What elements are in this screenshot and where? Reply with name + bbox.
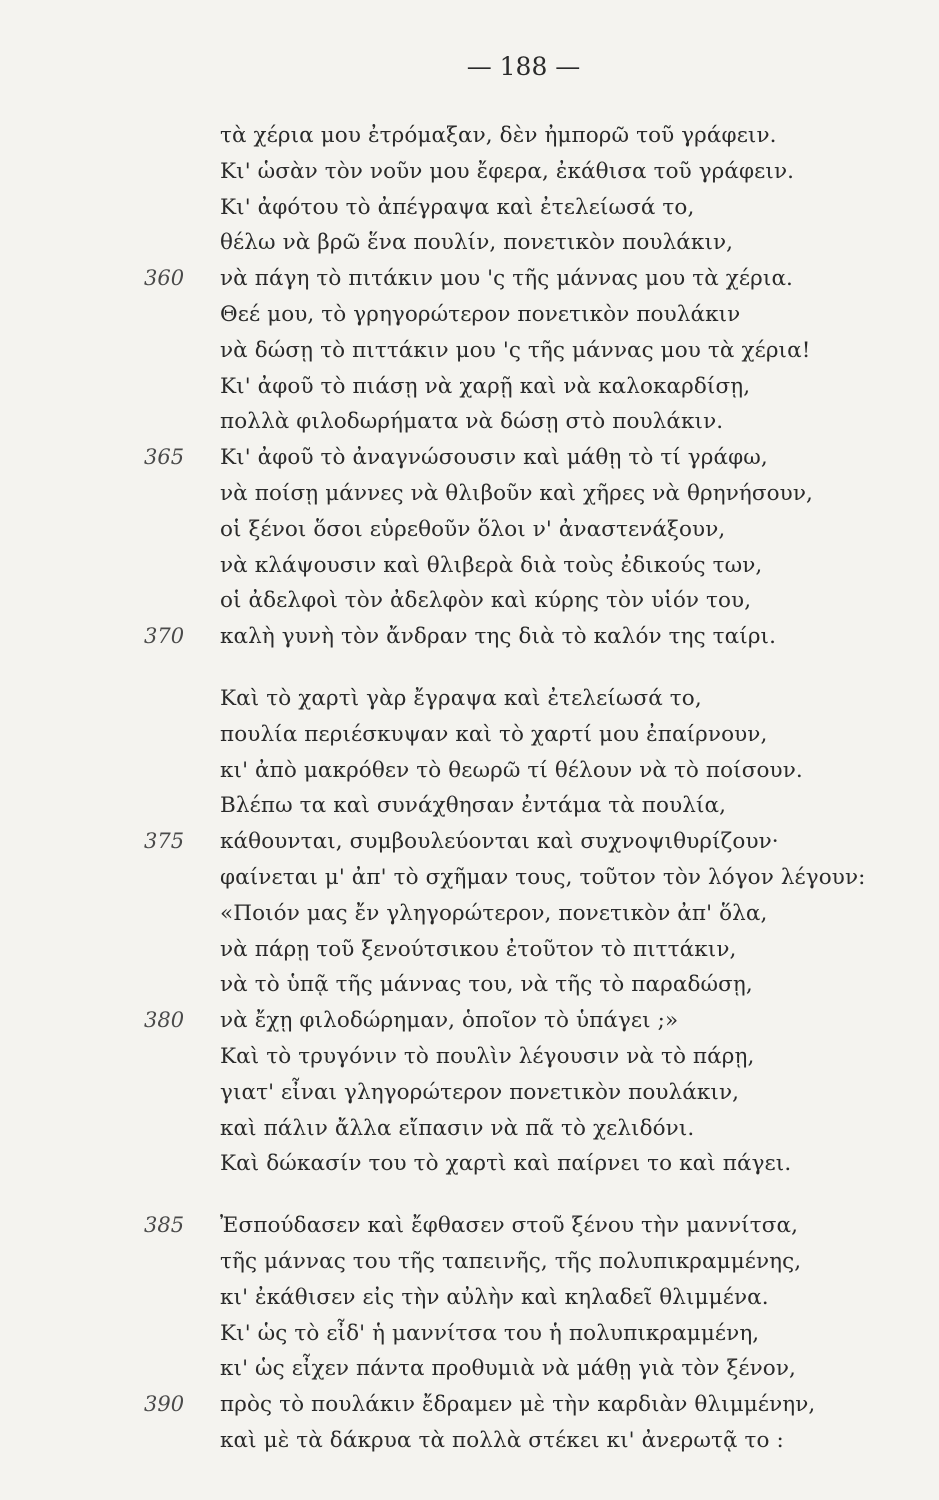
verse-text: θέλω νὰ βρῶ ἕνα πουλίν, πονετικὸν πουλάκιν, [220,230,734,256]
verse-text: νὰ κλάψουσιν καὶ θλιβερὰ διὰ τοὺς ἐδικούς των, [220,552,763,578]
verse-line [0,1075,939,1111]
verse-text: Κι' ἀφότου τὸ ἀπέγραψα καὶ ἐτελείωσά το, [220,194,695,220]
verse-text: τῆς μάννας του τῆς ταπεινῆς, τῆς πολυπικραμμένης, [220,1248,802,1274]
verse-text: πουλία περιέσκυψαν καὶ τὸ χαρτί μου ἐπαίρνουν, [220,721,768,747]
line-number: 390 [144,1392,185,1417]
verse-text: κάθουνται, συμβουλεύονται καὶ συχνοψιθυρίζουν· [220,829,779,855]
verse-line [0,896,939,932]
verse-text: Κι' ὡσὰν τὸν νοῦν μου ἔφερα, ἐκάθισα τοῦ γράφειν. [220,158,795,184]
line-number: 380 [144,1008,185,1033]
verse-text: Βλέπω τα καὶ συνάχθησαν ἐντάμα τὰ πουλία, [220,793,727,819]
line-number: 370 [144,624,185,649]
verse-text: Καὶ δώκασίν του τὸ χαρτὶ καὶ παίρνει το καὶ πάγει. [220,1151,792,1177]
verse-line [0,1316,939,1352]
verse-line [0,1003,939,1039]
verse-line [0,190,939,226]
stanza-break [0,1182,939,1208]
verse-line [0,1423,939,1459]
verse-text: Κι' ἀφοῦ τὸ ἀναγνώσουσιν καὶ μάθῃ τὸ τί γράφω, [220,445,768,471]
verse-line [0,261,939,297]
verse-line [0,824,939,860]
verse-line [0,1208,939,1244]
verse-text: κι' ἐκάθισεν εἰς τὴν αὐλὴν καὶ κηλαδεῖ θλιμμένα. [220,1284,769,1310]
verse-line [0,297,939,333]
verse-text: γιατ' εἶναι γληγορώτερον πονετικὸν πουλάκιν, [220,1079,740,1105]
page-number: — 188 — [466,52,581,81]
verse-text: νὰ τὸ ὑπᾷ τῆς μάννας του, νὰ τῆς τὸ παραδώσῃ, [220,972,753,998]
line-number: 375 [144,829,185,854]
stanza-break [0,655,939,681]
verse-line [0,583,939,619]
verse-line [0,1280,939,1316]
line-number: 360 [144,266,185,291]
verse-line [0,476,939,512]
verse-line [0,512,939,548]
verse-line [0,1244,939,1280]
verse-line [0,788,939,824]
verse-text: κι' ὡς εἶχεν πάντα προθυμιὰ νὰ μάθῃ γιὰ τὸν ξένον, [220,1356,796,1382]
verse-text: καὶ μὲ τὰ δάκρυα τὰ πολλὰ στέκει κι' ἀνερωτᾷ το : [220,1427,784,1453]
verse-line [0,1351,939,1387]
verse-line [0,404,939,440]
verse-line [0,548,939,584]
verse-line [0,154,939,190]
verse-text: καὶ πάλιν ἄλλα εἴπασιν νὰ πᾶ τὸ χελιδόνι. [220,1115,695,1141]
verse-text: καλὴ γυνὴ τὸν ἄνδραν της διὰ τὸ καλόν της ταίρι. [220,624,777,650]
verse-line [0,860,939,896]
verse-line [0,369,939,405]
verse-line [0,1039,939,1075]
verse-line [0,753,939,789]
verse-text: Ἐσπούδασεν καὶ ἔφθασεν στοῦ ξένου τὴν μαννίτσα, [220,1213,799,1239]
verse-line [0,932,939,968]
verse-line [0,1146,939,1182]
verse-text: Καὶ τὸ χαρτὶ γὰρ ἔγραψα καὶ ἐτελείωσά το, [220,685,702,711]
verse-text: Κι' ὡς τὸ εἶδ' ἡ μαννίτσα του ἡ πολυπικραμμένη, [220,1320,760,1346]
verse-text: νὰ ποίσῃ μάννες νὰ θλιβοῦν καὶ χῆρες νὰ θρηνήσουν, [220,480,813,506]
line-number: 365 [144,445,185,470]
verse-text: πολλὰ φιλοδωρήματα νὰ δώσῃ στὸ πουλάκιν. [220,409,724,435]
verse-text: νὰ πάρῃ τοῦ ξενούτσικου ἐτοῦτον τὸ πιττάκιν, [220,936,737,962]
verse-line [0,619,939,655]
verse-line [0,225,939,261]
poem-text [0,118,939,1459]
verse-text: Κι' ἀφοῦ τὸ πιάσῃ νὰ χαρῇ καὶ νὰ καλοκαρδίσῃ, [220,373,751,399]
verse-line [0,967,939,1003]
verse-text: κι' ἀπὸ μακρόθεν τὸ θεωρῶ τί θέλουν νὰ τὸ ποίσουν. [220,757,803,783]
verse-line [0,717,939,753]
verse-text: νὰ δώσῃ τὸ πιττάκιν μου 'ς τῆς μάννας μου τὰ χέρια! [220,337,811,363]
verse-line [0,440,939,476]
verse-line [0,333,939,369]
verse-text: οἱ ξένοι ὅσοι εὑρεθοῦν ὅλοι ν' ἀναστενάξουν, [220,516,726,542]
verse-text: νὰ ἔχῃ φιλοδώρημαν, ὁποῖον τὸ ὑπάγει ;» [220,1008,679,1034]
verse-text: τὰ χέρια μου ἐτρόμαξαν, δὲν ἠμπορῶ τοῦ γράφειν. [220,123,777,148]
line-number: 385 [144,1213,185,1238]
verse-text: νὰ πάγη τὸ πιτάκιν μου 'ς τῆς μάννας μου τὰ χέρια. [220,266,793,292]
verse-text: οἱ ἀδελφοὶ τὸν ἀδελφὸν καὶ κύρης τὸν υἱόν του, [220,588,752,614]
verse-line [0,1111,939,1147]
verse-line [0,118,939,154]
verse-text: Καὶ τὸ τρυγόνιν τὸ πουλὶν λέγουσιν νὰ τὸ πάρῃ, [220,1043,755,1069]
verse-line [0,681,939,717]
verse-text: «Ποιόν μας ἔν γληγορώτερον, πονετικὸν ἀπ' ὅλα, [220,900,768,926]
verse-text: φαίνεται μ' ἀπ' τὸ σχῆμαν τους, τοῦτον τὸν λόγον λέγουν: [220,864,866,890]
verse-text: Θεέ μου, τὸ γρηγορώτερον πονετικὸν πουλάκιν [220,301,741,327]
verse-text: πρὸς τὸ πουλάκιν ἔδραμεν μὲ τὴν καρδιὰν θλιμμένην, [220,1392,816,1418]
verse-line [0,1387,939,1423]
